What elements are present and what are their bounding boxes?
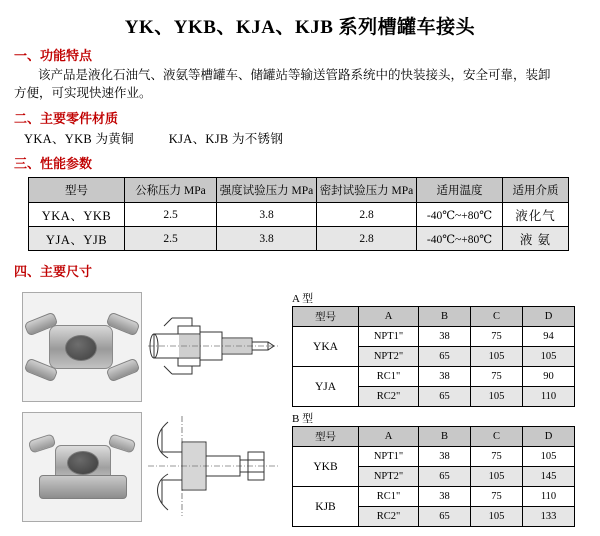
cam-arm-icon [28,434,57,454]
coupling-a-illustration [31,311,133,383]
features-text-line-1: 该产品是液化石油气、液氨等槽罐车、储罐站等输送管路系统中的快装接头，安全可靠，装卸 [38,68,551,82]
dimension-a-header-row [293,307,575,327]
dim-col-a: A [359,427,419,447]
table-row [293,487,575,507]
cell-model: YKA、YKB [29,203,125,227]
cell-c: 105 [471,467,523,487]
cell-b: 38 [419,487,471,507]
cell-c: 75 [471,487,523,507]
cell-model: KJB [293,487,359,527]
cell-a: RC1" [359,367,419,387]
dim-col-a: A [359,307,419,327]
performance-table [28,177,569,251]
cell-b: 65 [419,347,471,367]
cell-d: 110 [523,387,575,407]
cell-a: NPT2" [359,347,419,367]
type-b-label: B 型 [292,413,314,426]
table-row [29,227,569,251]
coupling-flange [39,475,127,499]
cam-arm-icon [108,434,137,454]
dimension-table-b [292,426,575,527]
cell-temperature: -40℃~+80℃ [417,203,503,227]
dim-col-d: D [523,427,575,447]
cell-c: 105 [471,347,523,367]
drawing-b-svg [148,412,278,520]
cell-d: 133 [523,507,575,527]
cell-b: 65 [419,467,471,487]
performance-col-strength-pressure: 强度试验压力 MPa [217,178,317,203]
cell-c: 75 [471,367,523,387]
table-row [293,327,575,347]
cell-strength-pressure: 3.8 [217,203,317,227]
performance-col-seal-pressure: 密封试验压力 MPa [317,178,417,203]
dim-col-model: 型号 [293,427,359,447]
cell-a: RC2" [359,387,419,407]
cell-d: 145 [523,467,575,487]
dim-col-d: D [523,307,575,327]
cell-c: 75 [471,327,523,347]
features-text-line-2: 方便，可实现快速作业。 [14,86,152,101]
dim-col-b: B [419,427,471,447]
cell-seal-pressure: 2.8 [317,203,417,227]
performance-col-model: 型号 [29,178,125,203]
cell-temperature: -40℃~+80℃ [417,227,503,251]
cell-d: 94 [523,327,575,347]
figures-area [0,286,600,536]
section-heading-performance: 三、性能参数 [14,156,93,172]
performance-table-header-row [29,178,569,203]
drawing-type-a [148,292,278,400]
coupling-b-illustration [33,427,131,507]
cell-c: 105 [471,387,523,407]
document-page [0,12,600,528]
cell-d: 110 [523,487,575,507]
cell-b: 65 [419,507,471,527]
cell-model: YJA、YJB [29,227,125,251]
cell-a: NPT2" [359,467,419,487]
table-row [293,447,575,467]
cell-nominal-pressure: 2.5 [125,227,217,251]
dim-col-model: 型号 [293,307,359,327]
cell-seal-pressure: 2.8 [317,227,417,251]
cell-b: 38 [419,367,471,387]
performance-col-media: 适用介质 [503,178,569,203]
cell-b: 65 [419,387,471,407]
section-heading-dimensions: 四、主要尺寸 [14,264,93,280]
section-heading-features: 一、功能特点 [14,48,93,63]
dim-col-c: C [471,307,523,327]
photo-type-b-coupling [22,412,142,522]
material-steel-text: KJA、KJB 为不锈钢 [168,132,284,147]
cell-model: YJA [293,367,359,407]
dim-col-b: B [419,307,471,327]
drawing-a-svg [148,292,278,400]
cell-model: YKB [293,447,359,487]
cell-media: 液化气 [503,203,569,227]
cell-c: 105 [471,507,523,527]
page-title: YK、YKB、KJA、KJB 系列槽罐车接头 [124,17,476,38]
type-a-label: A 型 [292,293,314,306]
cell-a: RC1" [359,487,419,507]
material-line [24,129,600,147]
cell-b: 38 [419,447,471,467]
table-row [29,203,569,227]
cell-media: 液 氨 [503,227,569,251]
performance-col-nominal-pressure: 公称压力 MPa [125,178,217,203]
cell-a: NPT1" [359,447,419,467]
drawing-type-b [148,412,278,520]
cell-d: 105 [523,347,575,367]
cell-d: 90 [523,367,575,387]
cell-c: 75 [471,447,523,467]
cell-b: 38 [419,327,471,347]
cell-d: 105 [523,447,575,467]
cell-nominal-pressure: 2.5 [125,203,217,227]
cell-a: NPT1" [359,327,419,347]
performance-col-temperature: 适用温度 [417,178,503,203]
photo-type-a-coupling [22,292,142,402]
cell-a: RC2" [359,507,419,527]
material-brass-text: YKA、YKB 为黄铜 [24,132,134,147]
dimension-table-a [292,306,575,407]
cell-strength-pressure: 3.8 [217,227,317,251]
cell-model: YKA [293,327,359,367]
section-heading-material: 二、主要零件材质 [14,111,119,127]
table-row [293,367,575,387]
dimension-b-header-row [293,427,575,447]
dim-col-c: C [471,427,523,447]
